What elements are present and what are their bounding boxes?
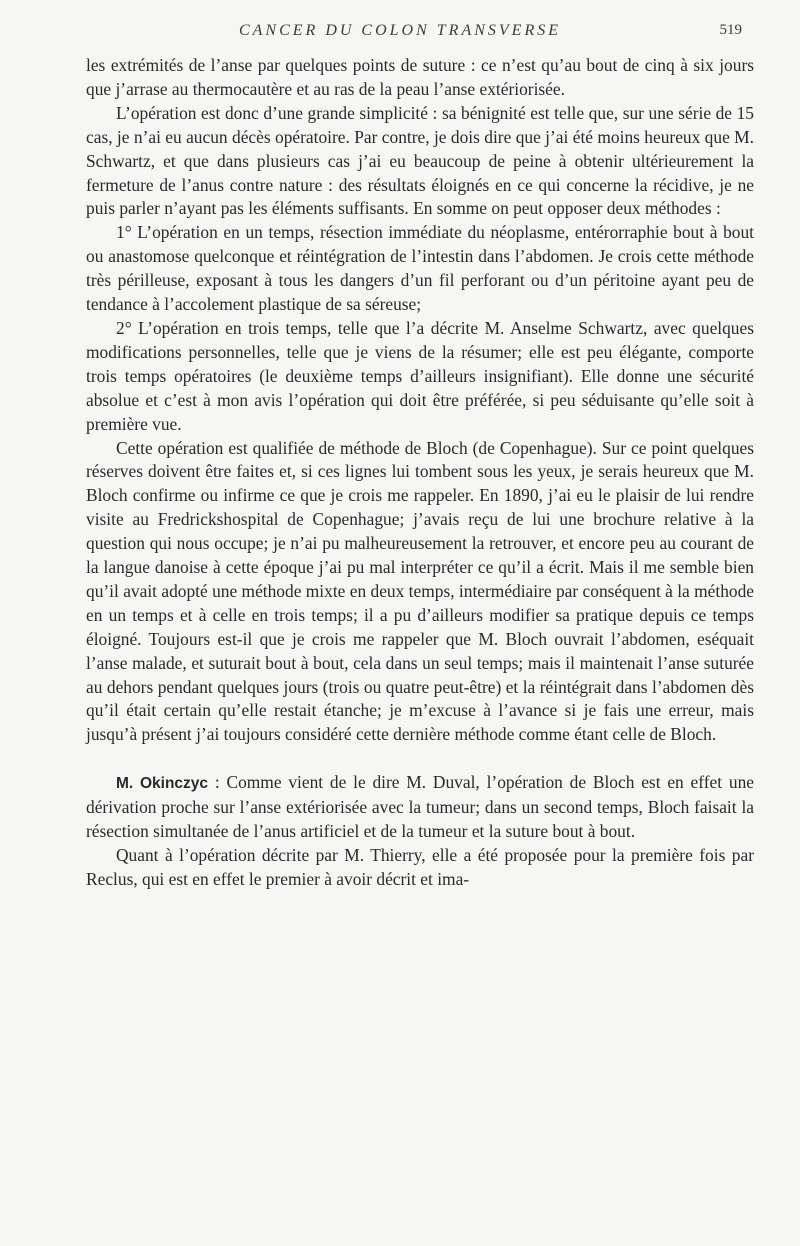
paragraph: L’opération est donc d’une grande simplicité : sa bénignité est telle que, sur une série de 15 cas, je n’ai eu aucun décès opératoire. Par contre, je dois dire que j’ai été moins heureux que M. Schwartz, et que dans plusieurs cas j’ai eu beaucoup de peine à obtenir ultérieurement la fermeture de l’anus contre nature : des résultats éloignés en ce qui concerne la récidive, je ne puis parler n’ayant pas les éléments suffisants. En somme on peut opposer deux méthodes : — [86, 102, 754, 219]
speaker-name: M. Okinczyc — [116, 775, 209, 793]
paragraph-okinczyc — [86, 771, 754, 844]
paragraph-method-two: 2° L’opération en trois temps, telle que l’a décrite M. Anselme Schwartz, avec quelques modifications personnelles, telle que je viens de la résumer; elle est peu élégante, comporte trois temps opératoires (le deuxième temps d’ailleurs insignifiant). Elle donne une sécurité absolue et c’est à mon avis l’opération qui doit être préférée, si peu séduisante qu’elle soit à première vue. — [86, 317, 754, 434]
running-title: CANCER DU COLON TRANSVERSE — [238, 22, 561, 39]
paragraph: Cette opération est qualifiée de méthode de Bloch (de Copenhague). Sur ce point quelques réserves doivent être faites et, si ces lignes lui tombent sous les yeux, je serais heureux que M. Bloch confirme ou infirme ce que je crois me rappeler. En 1890, j’ai eu le plaisir de lui rendre visite au Fredrickshospital de Copenhague; j’avais reçu de lui une brochure relative à la question qui nous occupe; je n’ai pu malheureusement la retrouver, et encore peu au courant de la langue danoise à cette époque j’ai pu mal interpréter ce qu’il a écrit. Mais il me semble bien qu’il avait adopté une méthode mixte en deux temps, intermédiaire par conséquent à la méthode en un temps et à celle en trois temps; il a pu d’ailleurs modifier sa pratique depuis ce temps éloigné. Toujours est-il que je crois me rappeler que M. Bloch ouvrait l’abdomen, eséquait l’anse malade, et suturait bout à bout, cela dans un seul temps; mais il maintenait l’anse suturée au dehors pendant quelques jours (trois ou quatre peut-être) et la réintégrait dans l’abdomen dès qu’il était certain qu’elle restait étanche; je m’excuse à l’avance si je fais une erreur, mais jusqu’à présent j’ai toujours considéré cette dernière méthode comme étant celle de Bloch. — [86, 437, 754, 745]
running-header — [0, 22, 800, 44]
body-text — [86, 54, 754, 892]
speaker-remarks: : Comme vient de le dire M. Duval, l’opération de Bloch est en effet une dérivation proche sur l’anse extériorisée avec la tumeur; dans un second temps, Bloch faisait la résection simultanée de l’anus artificiel et de la tumeur et la suture bout à bout. — [86, 772, 754, 842]
paragraph-method-one: 1° L’opération en un temps, résection immédiate du néoplasme, entérorraphie bout à bout ou anastomose quelconque et réintégration de l’intestin dans l’abdomen. Je crois cette méthode très périlleuse, exposant à tous les dangers d’un fil perforant ou d’un péritoine ayant peu de tendance à l’accolement plastique de sa séreuse; — [86, 222, 754, 315]
page-number: 519 — [719, 22, 742, 38]
paragraph-continuation: les extrémités de l’anse par quelques points de suture : ce n’est qu’au bout de cinq à six jours que j’arrase au thermocautère et au ras de la peau l’anse extériorisée. — [86, 55, 754, 99]
paragraph: Quant à l’opération décrite par M. Thierry, elle a été proposée pour la première fois par Reclus, qui est en effet le premier à avoir décrit et ima- — [86, 845, 754, 889]
